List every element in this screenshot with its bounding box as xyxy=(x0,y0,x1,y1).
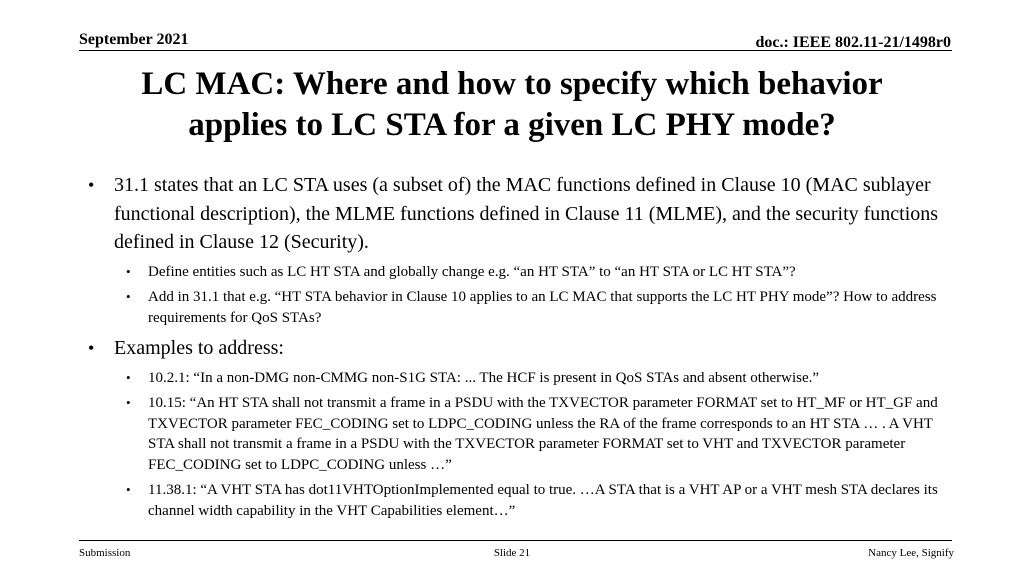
sub-bullet-marker: • xyxy=(126,289,131,304)
slide-body xyxy=(80,171,960,521)
sub-bullet-marker: • xyxy=(126,369,131,385)
bullet-1 xyxy=(80,171,960,257)
bullet-2-sub-3 xyxy=(80,480,960,521)
sub-bullet-marker: • xyxy=(126,395,131,410)
slide-title-line-2: applies to LC STA for a given LC PHY mode? xyxy=(188,107,836,143)
sub-bullet-marker: • xyxy=(126,482,131,497)
bullet-1-sub-1-text: Define entities such as LC HT STA and globally change e.g. “an HT STA” to “an HT STA or LC HT STA”? xyxy=(148,263,796,280)
bullet-1-sub-2 xyxy=(80,287,960,328)
bullet-2-text: Examples to address: xyxy=(114,337,284,359)
footer-rule xyxy=(79,540,952,541)
bullet-1-sub-1 xyxy=(80,262,960,283)
bullet-2 xyxy=(80,334,960,363)
bullet-2-sub-1-text: 10.2.1: “In a non-DMG non-CMMG non-S1G STA: ... The HCF is present in QoS STAs and absent otherwise.” xyxy=(148,369,820,386)
bullet-2-marker: • xyxy=(88,338,95,358)
slide-title-line-1: LC MAC: Where and how to specify which behavior xyxy=(141,66,883,102)
footer-author: Nancy Lee, Signify xyxy=(868,547,954,559)
bullet-2-sub-2-text: 10.15: “An HT STA shall not transmit a frame in a PSDU with the TXVECTOR parameter FORMAT set to HT_MF or HT_GF and TXVECTOR parameter FEC_CODING set to LDPC_CODING unless the RA of the frame corresponds to an HT STA … . A VHT STA shall not transmit a frame in a PSDU with the TXVECTOR parameter FORMAT set to VHT and TXVECTOR parameter FEC_CODING set to LDPC_CODING unless …” xyxy=(148,395,938,473)
slide-title xyxy=(60,64,964,146)
bullet-2-sub-3-text: 11.38.1: “A VHT STA has dot11VHTOptionImplemented equal to true. …A STA that is a VHT AP or a VHT mesh STA declares its channel width capability in the VHT Capabilities element…” xyxy=(148,482,938,519)
bullet-2-sub-1 xyxy=(80,368,960,389)
bullet-2-sub-2 xyxy=(80,393,960,475)
header-rule xyxy=(79,50,952,51)
sub-bullet-marker: • xyxy=(126,263,131,279)
bullet-1-text: 31.1 states that an LC STA uses (a subset of) the MAC functions defined in Clause 10 (MAC sublayer functional description), the MLME functions defined in Clause 11 (MLME), and the security functions defined in Clause 12 (Security). xyxy=(114,174,939,253)
header-doc-id: doc.: IEEE 802.11-21/1498r0 xyxy=(755,34,951,51)
bullet-1-sub-2-text: Add in 31.1 that e.g. “HT STA behavior in Clause 10 applies to an LC MAC that supports the LC HT PHY mode”? How to address requirements for QoS STAs? xyxy=(148,289,937,326)
footer-submission: Submission xyxy=(79,547,131,559)
footer-slide-number: Slide 21 xyxy=(493,547,531,559)
bullet-1-marker: • xyxy=(88,175,95,195)
header-date: September 2021 xyxy=(79,31,189,48)
